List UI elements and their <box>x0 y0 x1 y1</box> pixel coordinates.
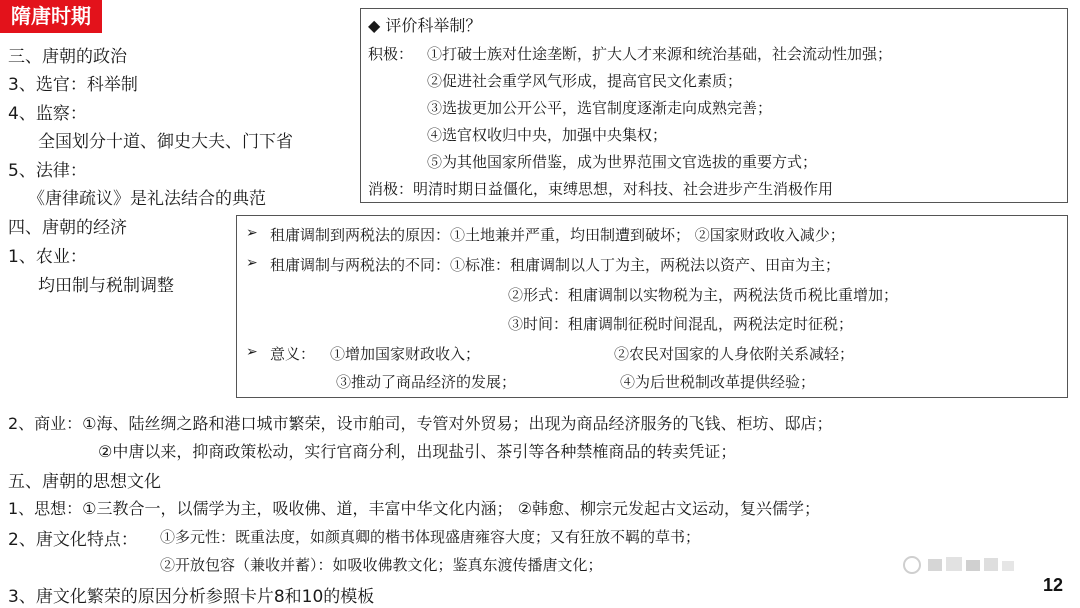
politics-item-5-detail: 《唐律疏议》是礼法结合的典范 <box>28 189 266 209</box>
culture-feature-2: ②开放包容（兼收并蓄）：如吸收佛教文化；鉴真东渡传播唐文化； <box>160 556 603 574</box>
exam-positive-item-2: ②促进社会重学风气形成，提高官民文化素质； <box>427 72 743 90</box>
commerce-line-1: 2、商业：①海、陆丝绸之路和港口城市繁荣，设市舶司，专管对外贸易；出现为商品经济服务的飞钱、柜坊、邸店； <box>8 414 833 433</box>
politics-item-4: 4、监察： <box>8 104 87 124</box>
culture-reason-line: 3、唐文化繁荣的原因分析参照卡片8和10的模板 <box>8 587 375 607</box>
politics-item-4-detail: 全国划分十道、御史大夫、门下省 <box>38 132 293 152</box>
watermark-logo <box>900 552 1020 578</box>
culture-feature-label: 2、唐文化特点： <box>8 530 138 550</box>
arrow-bullet-icon: ➢ <box>246 344 258 360</box>
politics-item-3: 3、选官：科举制 <box>8 75 138 95</box>
economy-item-1-detail: 均田制与税制调整 <box>38 276 174 296</box>
tax-difference-line-2: ②形式：租庸调制以实物税为主，两税法货币税比重增加； <box>508 286 899 304</box>
tax-meaning-1: ①增加国家财政收入； <box>330 345 481 363</box>
exam-negative-line: 消极：明清时期日益僵化，束缚思想，对科技、社会进步产生消极作用 <box>368 180 834 198</box>
tax-difference-line-3: ③时间：租庸调制征税时间混乱，两税法定时征税； <box>508 315 854 333</box>
tax-difference-line-1: 租庸调制与两税法的不同：①标准：租庸调制以人丁为主，两税法以资产、田亩为主； <box>270 256 841 274</box>
culture-feature-1: ①多元性：既重法度，如颜真卿的楷书体现盛唐雍容大度；又有狂放不羁的草书； <box>160 528 701 546</box>
tax-meaning-3: ③推动了商品经济的发展； <box>336 373 517 391</box>
tax-meaning-2: ②农民对国家的人身依附关系减轻； <box>614 345 855 363</box>
section-heading-economy: 四、唐朝的经济 <box>8 218 127 238</box>
exam-question: ◆ 评价科举制？ <box>368 16 482 35</box>
tax-meaning-label: 意义： <box>270 345 316 363</box>
exam-positive-label: 积极： <box>368 45 414 63</box>
thought-line: 1、思想：①三教合一，以儒学为主，吸收佛、道，丰富中华文化内涵； ②韩愈、柳宗元发起古文运动，复兴儒学； <box>8 499 820 518</box>
section-tag: 隋唐时期 <box>0 0 102 33</box>
tax-reason-line: 租庸调制到两税法的原因：①土地兼并严重，均田制遭到破坏； ②国家财政收入减少； <box>270 226 845 244</box>
commerce-line-2: ②中唐以来，抑商政策松动，实行官商分利，出现盐引、茶引等各种禁榷商品的转卖凭证； <box>98 442 737 461</box>
economy-item-1: 1、农业： <box>8 247 87 267</box>
section-heading-culture: 五、唐朝的思想文化 <box>8 472 161 492</box>
politics-item-5: 5、法律： <box>8 161 87 181</box>
exam-positive-item-5: ⑤为其他国家所借鉴，成为世界范围文官选拔的重要方式； <box>427 153 818 171</box>
exam-positive-item-4: ④选官权收归中央，加强中央集权； <box>427 126 668 144</box>
exam-positive-item-3: ③选拔更加公开公平，选官制度逐渐走向成熟完善； <box>427 99 773 117</box>
tax-meaning-4: ④为后世税制改革提供经验； <box>620 373 816 391</box>
arrow-bullet-icon: ➢ <box>246 225 258 241</box>
arrow-bullet-icon: ➢ <box>246 255 258 271</box>
page-number: 12 <box>1043 575 1064 595</box>
section-heading-politics: 三、唐朝的政治 <box>8 47 127 67</box>
exam-positive-item-1: ①打破士族对仕途垄断，扩大人才来源和统治基础，社会流动性加强； <box>427 45 893 63</box>
